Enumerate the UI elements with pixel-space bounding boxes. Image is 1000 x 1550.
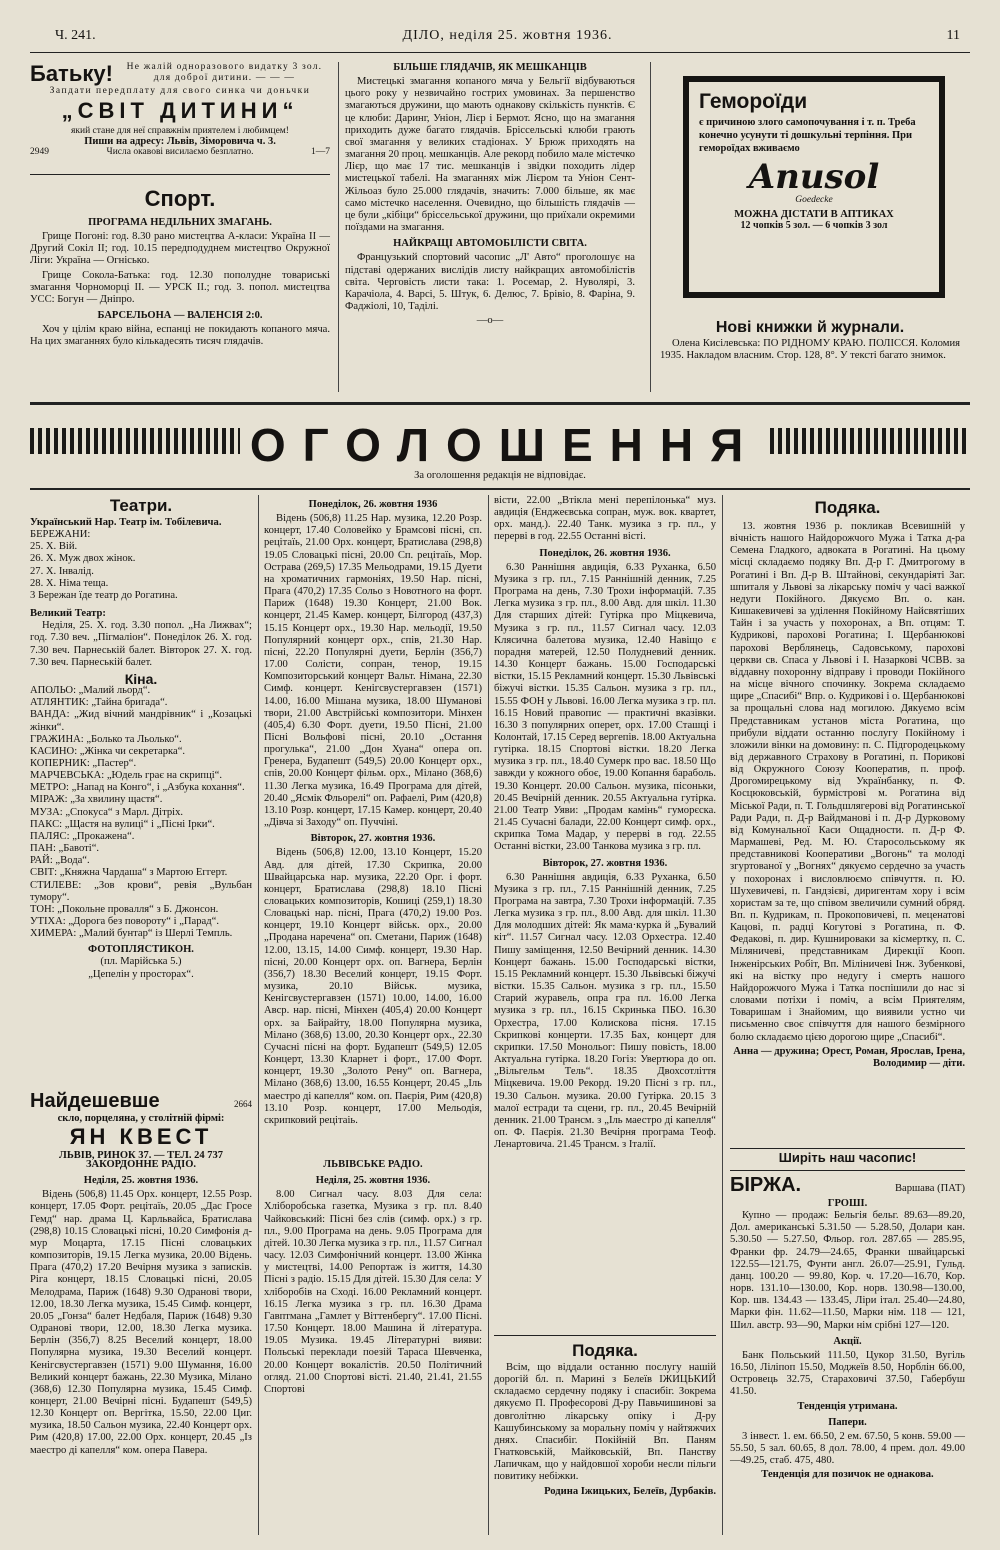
ad-kvest-address: ЛЬВІВ, РИНОК 37. — ТЕЛ. 24 737 <box>59 1150 223 1161</box>
spread-slogan: Ширіть наш часопис! <box>778 1150 917 1165</box>
cinema-item: МЕТРО: „Напад на Конго“, і „Азбука кохання“. <box>30 782 245 794</box>
books-section <box>660 318 960 388</box>
cinema-item: ГРАЖИНА: „Болько та Льолько“. <box>30 733 182 745</box>
radio-tuesday-text: Відень (506,8) 12.00, 13.10 Концерт, 15.20 Авд. для дітей, 17.30 Скрипка, 20.00 Швайцарська нар. музика, 22.20 Орг. і форт. концерт, Братислава (298,8) 18.10 Пісні словацьких композиторів, Кошиці (259,1) 18.30 Словацькі нар. пісні, Прага (470,2) 19.00 Роз. концерт, 19.10 Концерт військ. орх., 20.00 „Продана наречена“ оп. Сметани, Париж (1648) 12.00, 13.15, 14.00 Симф. концерт, 19.30 Нар. пісні, 20.00 Концерт орх. оп. Вагнера, Берлін (356,7) 18.30 Веселий концерт, 19.15 Форт. музика, 20.10 Військ. музика, Кенігсвустергавзен (1571) 10.00, 14.00, 16.00 Авср. нар. пісні, Мінхен (405,4) 20.00 Концерт орх. за Байрайту, 18.00 Популярна музика, Мілано (368,6) 13.00, 20.30 Концерт орх., 22.30 Сучасні пісні на форт. Будапешт (549,5) 12.05 Концерт, 13.30 Кларнет і форт., 17.00 Форт. концерт, 19.30 „Золото Рену“ оп. Вагнера, Мілано (368,6) 13.00, 16.55 Концерт, 20.45 „Іль маестро ді капелля“ ком. оп. Паєрія, Рим (420,8) 13.10 Розр. концерт, 17.00 Мельодія, скрипковий рецітаіь. <box>264 847 482 1126</box>
ad-anusol-maker: Goedecke <box>795 195 833 205</box>
grand-theatre-text: Неділя, 25. X. год. 3.30 попол. „На Лижвах“; год. 7.30 веч. „Пігмаліон“. Понеділок 26. X. год. 7.30 веч. Парнеській балет. Вівторок 27. X. год. 7.30 веч. Парнеській балет. <box>30 620 252 668</box>
news-para-1: Мистецькі змагання копаного мяча у Бельгії відбуваються цього року у незвичайно гострих умовинах. За першенство змагаються дружини, що мають однакову скількість пунктів. Є це клюби: Даринг, Уніон, Лієр і Бермот. Ясно, що на змагання приходить дуже багато глядачів. Брісcельські клюби грають свої змагання у великих стадіонах. У Брюж приходять на змагання 20 проц. мешканців. Але рекорд побило мале містечко Лієр, що має 17 тис. мешканців і звідки походить лідер мистецької табелі. На змаганнях між Лієром та Уніон Сент-Жільоаз було 25.000 глядачів, значить: 7.000 більше, як має само містечко населення. Очевидно, що більшість глядачів — це були „кібіци“ брісcельської дружини, що приїхали окремими поїздами на змагання. <box>345 76 635 234</box>
ad-kvest <box>30 1090 252 1161</box>
ad-anusol <box>683 76 945 298</box>
cinema-item: МІРАЖ: „За хвилину щастя“. <box>30 794 163 806</box>
books-text: Олена Кисілевська: ПО РІДНОМУ КРАЮ. ПОЛІССЯ. Коломия 1935. Накладом власним. Стор. 128, 8°. У тексті багато знимок. <box>660 338 960 362</box>
exchange-trend-1: Тенденція утримана. <box>797 1400 898 1412</box>
rule-spread <box>730 1148 965 1149</box>
exchange-city: Варшава (ПАТ) <box>894 1183 965 1194</box>
ad-batku-line5: Числа окавові висилаємо безплатно. <box>106 147 254 157</box>
cinema-item: СВІТ: „Княжна Чардаша“ з Мартою Еггерт. <box>30 867 228 879</box>
divider-low-2 <box>488 495 489 1535</box>
cinema-item: ПАН: „Бавоті“. <box>30 843 100 855</box>
radio-carry-over: вісти, 22.00 „Втікла мені перепілонька“ муз. авдиція (Енджеєвська сопран, муж. вок. квартет, орх. манд.). 22.40 Танк. музика з гр. пл., у перерві в год. 22.55 Останні вісті. <box>494 495 716 543</box>
thanks-right-text: 13. жовтня 1936 р. покликав Всевишній у вічність нашого Найдорожчого Мужа і Татка д-ра Семена Гладкого, адвоката в Рогатині. На цьому місці складаємо подяку Вп. Д-р Г. Дмитрогому в Рогатині і Вп. Д-р В. Штайнові, секундаріяті Заг. шпиталя у Львові за лікарську поміч у часі важкої недуги Покійного. Дякуємо Вп. о. кан. Кишакевичеві за уділення Покійному Найсвятіших Тайн і за участь у похоронах, а Вп. отцям: Т. Кудриковi, пароховi Рогатина; І. Щербанюкові пароховi Верблянець, Садовському, пароховi церкви св. Спаса у Львові і І. Назарковi ЧСВВ. за віддавну похоронну відправу і проводи Покійного на місце вічного спочинку. Зокрема складаємо щире „Спасибі“ Впр. о. Кудрикові і о. Щербанюкові за прощальні слова над могилою. Дякуємо всім Представникам установ міста Рогатина, що прибули віддати останню послугу Покійному і зложили вінки на домовину: п. С. Підгородецькому від державного Страхову в Рогатині, п. Пориковi від Окружного Союзу Кооператив, п. проф. Дрогомирецькому від Українбанку, п. Ф. Косцюковській, бурмістрові м. Рогатина від Міської Ради, п. Т. Гольдшлягерові від Рогатинської Ради Ради, п. Д-р Вайдманові і п. Д-р Дурковому від Комунальної Каси Ощадности. п. Д-р Ф. Мармашеві, Ред. М. Ю. Старосольському як представникові Кооперативи „Вогонь“ та молоді згуртованої у „Вогнях“ дякуємо сердечно за участь у похоронах і висловлюємо співчуття. п. Ю. Шухевичеві, п. Гандзієві, диригентам хору і всім хористам за те, що співом звеличили сумний обряд. Вп. п. Кудрикам, п. Прокоповичевi, п. меценатові Кацові, п. радці Когутовi з Рогатина, п. Ф. Федаковi, п. дир. Кушнироваки за кісмертку, п. С. Міляничевi, представникам Дирекції Кооп. Інженірських Робіт, Вп. Міліничевi Інж. Зубенковi, які на вістку про недугу і смерть нашого Найдорожчого Мужа і Татка поспішили до нас зі словами потіхи і поміч, а всім Приятелям, Товаришам і Знайомим, що виявили устно чи письменно своє співчуття для нашого безмірного болю складаємо цією дорогою щире „Спасибі“. <box>730 521 965 1043</box>
photoplasticon-show: „Цепелін у просторах“. <box>88 968 194 980</box>
exchange-papers-text: 3 інвест. 1. ем. 66.50, 2 ем. 67.50, 5 конв. 59.00 — 55.50, 5 зал. 60.65, 8 дол. 78.00, 4 прем. дол. 49.00—49.25, стаб. 475, 480. <box>730 1430 965 1467</box>
exchange-title: БІРЖА. <box>730 1174 802 1196</box>
exchange-trend-2: Тенденція для позичок не однакова. <box>761 1469 934 1481</box>
ads-banner-note: За оголошення редакція не відповідає. <box>414 470 586 481</box>
thanks-right <box>730 495 965 1145</box>
cinema-item: АПОЛЬО: „Малий льорд“. <box>30 685 151 697</box>
sport-para-2: Грище Сокола-Батька: год. 12.30 пополудне товариські змагання Чорноморці II. — УРСК II.; год. 3. попол. мистецтва УСС: Богун — Дніпро. <box>30 269 330 305</box>
exchange-shares-text: Банк Польський 111.50, Цукор 31.50, Вугіль 16.50, Ліліпоп 15.50, Моджеїв 8.50, Норблін 66.00, Островець 32.75, Стараховичі 37.50, Габербуш 41.50. <box>730 1349 965 1398</box>
cinema-item: КАСИНО: „Жінка чи секретарка“. <box>30 745 186 757</box>
theatre-play-2: 26. X. Муж двох жінок. <box>30 553 136 565</box>
banner-rule-top <box>30 402 970 405</box>
cinema-item: СТИЛЕВЕ: „Зов крови“, ревія „Вульбан тумору“. <box>30 879 252 903</box>
ad-batku-line2: Запдати передплату для свого синка чи доньчки <box>49 86 311 96</box>
lviv-radio-monday-day: Понеділок, 26. жовтня 1936. <box>539 547 671 559</box>
lviv-radio-title: ЛЬВІВСЬКЕ РАДІО. <box>323 1159 423 1170</box>
ad-svit-dytyny <box>30 62 330 172</box>
radio-monday-day: Понеділок, 26. жовтня 1936 <box>308 499 438 510</box>
page-number: 11 <box>946 28 960 43</box>
ad-batku-line1: Не жалій одноразового видатку 3 зол. для доброї дитини. — — — <box>126 62 323 83</box>
news-para-2: Французький спортовий часопис „Л' Авто“ проголошує на підставі одержаних вислідів листу найкращих автомобілістів світа. Черговість листи така: 1. Росемар, 2. Нуволярі, 3. Карачіола, 4. Варсі, 5. Штук, 6. Делюс, 7. Брівіо, 8. Фаріна, 9. Фаджіолі, 10, Таділі. <box>345 252 635 312</box>
cinema-item: АТЛЯНТИК: „Тайна бригада“. <box>30 697 168 709</box>
cinema-item: КОПЕРНИК: „Пастер“. <box>30 757 137 769</box>
column-1 <box>30 495 252 1095</box>
cinema-item: ХИМЕРА: „Малий бунтар“ із Шерлі Темпль. <box>30 928 233 940</box>
thanks-middle-signature: Родина Іжицьких, Белеїв, Дурбаків. <box>544 1485 716 1497</box>
thanks-middle <box>494 1340 716 1535</box>
column-3 <box>494 495 716 1340</box>
theatre-place: БЕРЕЖАНИ: <box>30 529 91 541</box>
lviv-radio <box>264 1155 482 1535</box>
ad-anusol-price: 12 чопків 5 зол. — 6 чопків 3 зол <box>740 220 888 231</box>
banner-rule-bottom <box>30 488 970 490</box>
theatre-play-4: 28. X. Німа теща. <box>30 577 109 589</box>
lviv-radio-tuesday: 6.30 Раннішня авдиція, 6.33 Руханка, 6.50 Музика з гр. пл., 7.15 Раннішній денник, 7.25 Програма на завтра, 7.30 Трохи інформацій. 7.35 Легка музика з гр. пл., 8.00 Авд. для шкіл. 11.30 Для молодших дітей: Як мама·куркa й „Бувалий кіт“. 11.57 Сигнал часу. 12.03 Орхестра. 12.40 Пишу заміщення, 12.50 Вечірний денник. 14.30 Концерт бажань. 15.00 Господарські вістки, 15.15 Рекламний концерт. 15.30 Львівські біжучі вістки. 15.35 Сальон. музика з гр. пл., 15.50 Старий журавель, опра гра пл. 16.00 Легка музика з гр. пл., 16.15 Скринька ПБО. 16.30 Орхестра, 17.00 Колискова пісня. 17.15 Скрипкові концерти. 17.35 Бах, концерт для скрипки. 17.50 Монольог: Пишу повість, 18.00 Актуальна гутірка. 18.20 Гогіз: Увертюра до оп. „Вільгельм Тель“. 18.35 Двохсотліття Міцкевича. 19.00 Рекорд. 19.20 Пісні з гр. пл., 19.30 Сальон. музика. 20.00 Гутірка. 20.15 3 малої естради та сцени, гр. пл., 20.45 Вечірній денник. 21.00 Трансм. з „Іль маестро ді капелля“ оп. Ф. Паєрія. 21.30 Вечірня програма Теоф. Ленартовича. 21.45 Трансм. з Італії. <box>494 871 716 1151</box>
foreign-radio-title: ЗАКОРДОННЕ РАДІО. <box>85 1159 197 1170</box>
ads-banner-title: ОГОЛОШЕННЯ <box>249 419 761 471</box>
ad-kvest-line: скло, порцеляна, у столітній фірмі: <box>57 1113 225 1124</box>
ad-kvest-code: 2664 <box>234 1099 252 1109</box>
cinema-item: ПАЛЯС: „Прокажена“. <box>30 830 135 842</box>
news-end-mark: —o— <box>476 315 504 327</box>
exchange-money-text: Купно — продаж: Бельгія бельг. 89.63—89.20, Дол. американські 5.31.50 — 5.28.50, Долари кан. 5.30.50 — 5.27.50, Фльор. гол. 287.65 — 285.95, Франки фр. 24.79—24.65, Франки швайцарські 122.55—121.75, Фунти англ. 26.07—25.91, Гульд. данц. 100.20 — 99.80, Кор. ч. 17.20—16.70, Кор. норв. 131.10—130.00, Кор. норв. 130.98—130.00, Кор. шв. 134.43 — 133.45, Ліри італ. 25.40—24.80, Марки фін. 11.62—11.50, Марки нім. 118 — 121, Шил. австр. 93—90, Марки нім срібні 127—120. <box>730 1210 965 1331</box>
cinema-item: УТІХА: „Дорога без повороту“ і „Парад“. <box>30 916 219 927</box>
news-headline-1: БІЛЬШЕ ГЛЯДАЧІВ, ЯК МЕШКАНЦІВ <box>393 62 587 73</box>
ad-anusol-head: Гемороїди <box>699 90 808 113</box>
issue-number: Ч. 241. <box>55 28 96 43</box>
divider-top-1 <box>338 62 339 392</box>
books-title: Нові книжки й журнали. <box>715 319 905 336</box>
ad-kvest-firm: ЯН КВЕСТ <box>69 1124 213 1149</box>
sport-subtitle: ПРОГРАМА НЕДІЛЬНИХ ЗМАГАНЬ. <box>88 217 272 228</box>
sport-para-1: Грище Погоні: год. 8.30 рано мистецтва А-класи: Україна II — Другий Сокіл II; год. 10.15 передподуднем мистецтво Окружної Ліги: Україна — Огнісько. <box>30 231 330 267</box>
ad-batku-address: Пиши на адресу: Львів, Зіморовича ч. 3. <box>84 136 276 147</box>
exchange-shares-head: Акції. <box>833 1335 862 1347</box>
ad-kvest-head: Найдешевше <box>30 1090 160 1112</box>
ad-batku-magazine: „СВІТ ДИТИНИ“ <box>61 98 299 123</box>
sport-para-3: Хоч у цілім краю війна, еспанці не покидають копаного мяча. На цих змаганнях було кількадесять тисяч глядачів. <box>30 324 330 348</box>
sport-subtitle-2: БАРСЕЛЬОНА — ВАЛЕНСІЯ 2:0. <box>97 310 263 322</box>
cinema-item: РАЙ: „Вода“. <box>30 855 90 867</box>
banner-hatch-right <box>770 428 970 454</box>
thanks-middle-title: Подяка. <box>572 1341 638 1360</box>
foreign-radio-sunday: Відень (506,8) 11.45 Орх. концерт, 12.55 Розр. концерт, 17.05 Форт. рецітаїь, 20.05 „Дас Гросе Гемд“ нар. драма Ц. Карльвайса, Братислава (298,8) 10.15 Словацькі пісні, 10.20 Симфонія д-мур Моцарта, 17.15 Пісні словацьких композиторів, 19.15 Легка музика, 20.00 Відень. Прага (470,2) 17.20 Вечірня музика з записків. Ріга концерт, 18.15 Словацькі пісні, 20.05 Мелодрама, Париж (1648) 9.30 Одранові твори, 12.00, 18.30 Легка музика, 15.45 Симф. концерт, 20.05 „Гонза“ балет Недбаля, Париж (1648) 9.30 Одранові твори, 12.00, 18.30 Легка музика. Берлін (356,7) 8.25 Веселий концерт, 18.00 Популярна музика, 19.30 Веселий концерт. Кенігсвустергавзен (1571) 9.00 Шумання, 16.00 Великий концерт бажань, 22.30 Музика, Мілано (368,6) 12.30 Популярна музика, 15.45 Симф. концерт, 21.00 Вечірні пісні. Будапешт (549,5) 12.30 Концерт оп. Вергітка, 15.50, 22.00 Циг. музика, 18.50 Сальон музика, 22.40 Концерт орх. Рим (420,8) 17.00, 22.00 Орх. концерт, 20.45 „Із маестро ді капелля“ ком. опера Павера. <box>30 1189 252 1456</box>
news-headline-2: НАЙКРАЩІ АВТОМОБІЛІСТИ СВІТА. <box>393 238 587 250</box>
ad-anusol-brand: Anusol <box>748 157 880 197</box>
divider-low-3 <box>722 495 723 1535</box>
cinema-item: ВАНДА: „Жид вічний мандрівник“ і „Козацькі жінки“. <box>30 709 252 733</box>
banner-hatch-left <box>30 428 240 454</box>
theatre-play-3: 27. X. Інвалід. <box>30 565 94 577</box>
thanks-right-title: Подяка. <box>814 498 881 517</box>
thanks-middle-text: Всім, що віддали останню послугу нашій дорогій бл. п. Марині з Белеїв ІЖИЦЬКИЙ складаємо сердечну подяку і спасибіг. Зокрема дякуємо П. Професорові Д-ру Павьчишиновi за довголітню лікарську опіку і Д-ру Кашубинському за моральну поміч у найтяжчих днях. Спасибіг. Покійній Вп. Паням Гнатковській, Майковській, Вп. Панству Лапичкам, що у найдовшої хороби несли пільги повитику небіжки. <box>494 1362 716 1483</box>
photoplasticon-address: (пл. Марійська 5.) <box>100 956 182 968</box>
cinema-item: МУЗА: „Спокуса“ з Марл. Дітріх. <box>30 806 184 818</box>
page-header <box>55 28 960 50</box>
column-2 <box>264 495 482 1155</box>
cinema-item: ПАКС: „Щастя на вулиці“ і „Пісні Ірки“. <box>30 818 215 830</box>
theatre-play-1: 25. X. Вій. <box>30 541 78 553</box>
thanks-right-signature: Анна — дружина; Орест, Роман, Ярослав, Ірена, Володимир — діти. <box>733 1045 965 1069</box>
lviv-radio-tuesday-day: Вівторок, 27. жовтня 1936. <box>542 857 668 869</box>
exchange-papers-head: Папери. <box>828 1416 867 1428</box>
cinema-title: Кіна. <box>124 670 158 687</box>
cinema-item: МАРЧЕВСЬКА: „Юдель грає на скрипці“. <box>30 770 223 782</box>
theatre-play-5: 3 Бережан їде театр до Рогатина. <box>30 589 178 601</box>
ad-anusol-body: є причиною злого самопочування і т. п. Треба конечно усунути ті дошкульні терпіння. При гемороїдах вживаємо <box>699 117 916 154</box>
ad-batku-line3: який стане для неї справжнім приятелем і любимцем! <box>71 126 289 136</box>
lviv-radio-monday: 6.30 Раннішня авдиція, 6.33 Руханка, 6.50 Музика з гр. пл., 7.15 Раннішній денник, 7.25 Програма на день, 7.30 Трохи інформацій. 7.35 Легка музика з гр. пл., 8.00 Авд. для шкіл. 11.30 Для старших дітей: Гутірка про Міцкевича, Музика з гр. пл., 11.57 Сигнал часу. 12.03 Клясична балетова музика, 12.40 Навіщо є порадня матерей, 12.50 Полудневий денник. 14.30 Концерт бажань. 15.00 Господарські вістки, 15.15 Рекламний концерт. 15.30 Львівські біжучі вістки. 15.35 Сальон. музика з гр. пл., 15.55 ФОН у Львові. 16.00 Легка музика з гр. пл. 16.15 Новий правопис — практичні вказівки. 16.30 З популярних оперет, орх. 17.00 Сташці і Колонтай, 17.15 Серед вергепів. 18.00 Актуальна гутірка. 18.15 Спортові вістки. 18.20 Легка музика з гр. пл., 18.40 Сумерк про вас. 18.50 Що завжди у кожного обоє, 19.00 Копання бараболь. 19.30 Концерт. 20.00 Сальон. музика, пісоньки, 20.45 Вечірній денник. 20.55 Актуальна гутірка. 21.00 Театр Уяви: „Продам камінь“ гуморєска. 21.45 Сучасні балади, 22.00 Концерт симф. орх., скрипка Тома Мадар, у перерві в год. 22.55 Останні вістки, 23.00 Танкова музика з гр. пл. <box>494 561 716 853</box>
divider-low-1 <box>258 495 259 1535</box>
theatre-title: Театри. <box>109 496 173 515</box>
masthead-date: ДІЛО, неділя 25. жовтня 1936. <box>402 28 613 43</box>
theatre-troupe: Український Нар. Театр ім. Тобілевича. <box>30 517 222 528</box>
rule-sport <box>30 174 330 175</box>
ad-anusol-availability: МОЖНА ДІСТАТИ В АПТИКАХ <box>734 209 894 220</box>
foreign-radio <box>30 1155 252 1535</box>
ad-batku-head: Батьку! <box>30 61 113 86</box>
radio-monday-text: Відень (506,8) 11.25 Нар. музика, 12.20 Розр. концерт, 17.40 Соловейко у Брамсові пісні, сп. рецітаїь, 21.00 Орх. концерт, Братислава (298,8) 19.05 Словацькі пісні, 20.00 Сп. рецітаїь, Мор. Острава (269,5) 17.35 Мельодрами, 19.15 Дуети на хроматичних гармоніях, 19.50 Нар. пісні, Прага (470,2) 17.35 Сольо з Новотного на форт. Париж (1648) 19.30 Концерт, 21.00 Вок. концерт, 21.45 Камер. концерт, Білгород (437,3) 15.15 Концерт орх., 19.30 Нар. мельодії, 19.50 Популярний концерт орх., спів, 21.30 Нар. пісні, 22.20 Популярні дуети, Берлін (356,7) 17.00 Солісти, сопран, тенор, 19.15 Композиторський концерт Вальт. Німана, 22.30 Симф. концерт. Кенігсвустергавзен (1571) 14.00, 16.00 Мішана музика, 18.00 Шумановi твори, 21.00 Австрійські композитори. Мінхен (405,4) 6.30 Форт. дуети, 19.50 Пісні, 21.00 Пісні Вольфові пісні, 20.10 „Остання прогулька“, 21.00 „Дон Хуана“ опера оп. Гренера, Будапешт (549,5) 20.00 Концерт орх., спів, 20.00 Концерт фільм. орх., Мілано (368,6) 11.30 Легка музика, 16.49 Програма для дітей, 20.40 „Ясмік Фльорелі“ оп. Рафаелі, Рим (420,8) 13.10 Розр. концерт, 17.15 Камер. концерт, 20.40 „Дівча зі Заходу“ оп. Пуччіні. <box>264 513 482 829</box>
news-middle <box>345 62 635 392</box>
lviv-radio-day: Неділя, 25. жовтня 1936. <box>315 1175 431 1187</box>
ad-batku-num: 1—7 <box>310 147 330 157</box>
photoplasticon-title: ФОТОПЛЯСТИКОН. <box>88 944 194 956</box>
rule-exchange <box>730 1170 965 1171</box>
cinema-item: ТОН: „Покольне провалля“ з Б. Джонсон. <box>30 903 219 915</box>
lviv-radio-sunday: 8.00 Сигнал часу. 8.03 Для села: Хліборобська газетка, Музика з гр. пл. 8.40 Чайковський: Пісні без слів (симф. орх.) з гр. пл., 9.00 Програма на день. 9.05 Програма для дітей. 10.30 Легка музика з гр. пл., 11.57 Сигнал часу. 12.03 Симфонічний концерт. 13.00 Жінка у мистецтві, 14.00 Репортаж із життя, 14.30 Пісні з радіо. 15.15 Для дітей. 15.30 Для села: У хліборобів на Сході. 16.00 Рекламний концерт. 16.15 Легка музика з гр. пл. 16.30 Драма Гавптмана „Гамлет у Віттенбергу“. 17.00 Пісні. 17.50 Концерт. 18.00 Машина й література. 19.05 Музика. 19.45 Літературні вияви: Польські переклади поезій Тараса Шевченка, 20.00 Концерт вокалістів. 20.50 Політичний огляд. 21.00 Спортові вісті. 21.40, 21.41, 21.55 Спортові <box>264 1189 482 1395</box>
divider-top-2 <box>650 62 651 392</box>
sport-section <box>30 185 330 390</box>
grand-theatre-title: Великий Театр: <box>30 608 106 620</box>
exchange-money-head: ГРОШІ. <box>827 1198 868 1209</box>
sport-title: Спорт. <box>144 186 216 211</box>
rule-thanks-mid <box>494 1335 716 1336</box>
radio-tuesday-day: Вівторок, 27. жовтня 1936. <box>310 833 436 845</box>
header-rule <box>30 52 970 53</box>
foreign-radio-day: Неділя, 25. жовтня 1936. <box>83 1175 199 1187</box>
ad-batku-code: 2949 <box>30 147 49 157</box>
exchange-section <box>730 1172 965 1535</box>
